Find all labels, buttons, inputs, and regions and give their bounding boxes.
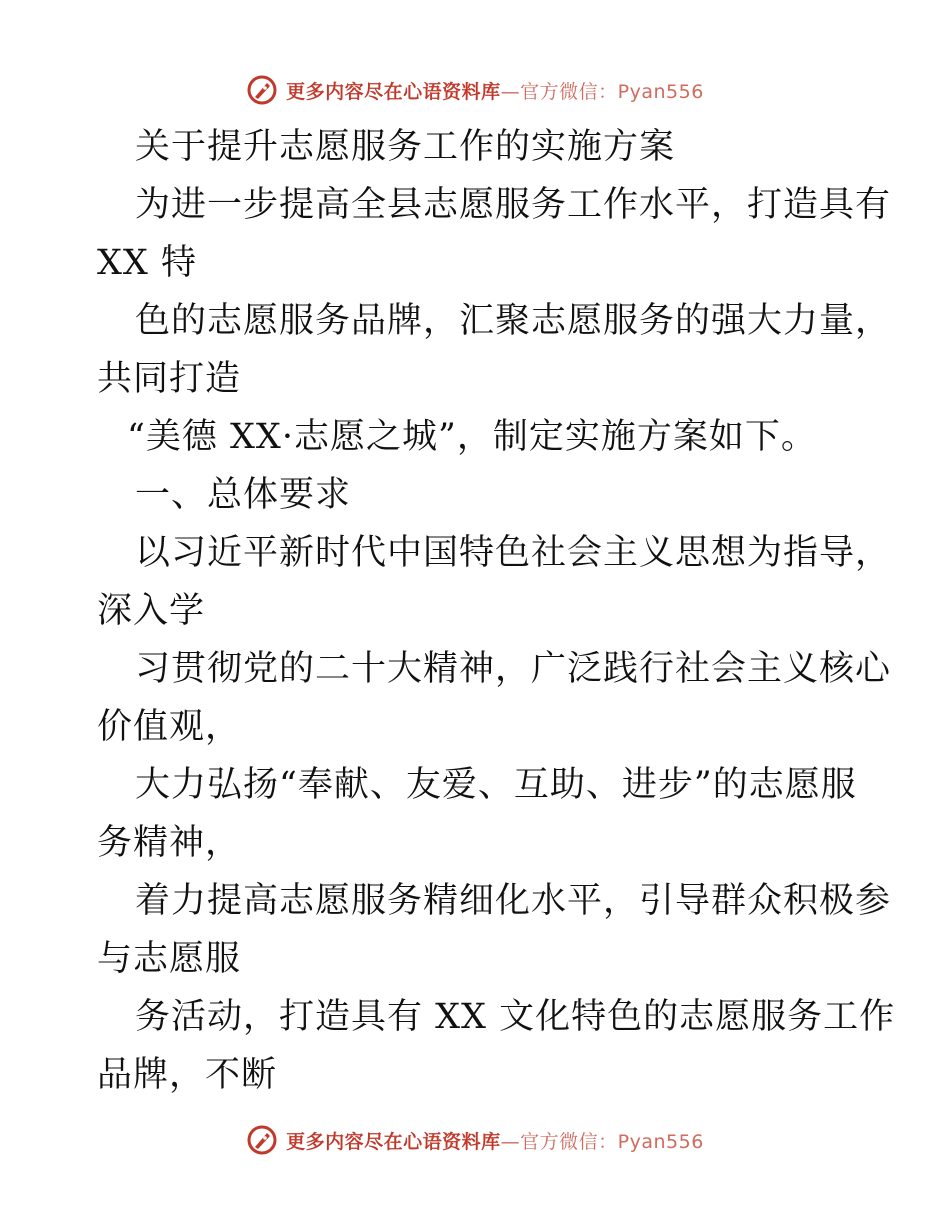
banner-text <box>286 1127 704 1154</box>
paragraph-line: 大力弘扬“奉献、友爱、互助、进步”的志愿服 <box>135 765 857 805</box>
banner-dash: — <box>500 1130 521 1153</box>
banner-dash: — <box>500 80 521 103</box>
paragraph-line: “美德 XX·志愿之城”，制定实施方案如下。 <box>127 417 817 457</box>
paragraph-line: 共同打造 <box>97 359 242 399</box>
paragraph-line: 着力提高志愿服务精细化水平，引导群众积极参 <box>135 881 892 921</box>
paragraph-line: 务精神， <box>97 823 242 863</box>
banner-site-name: 更多内容尽在心语资料库 <box>286 1130 501 1153</box>
paragraph-line: 务活动，打造具有 XX 文化特色的志愿服务工作 <box>135 997 896 1037</box>
paragraph-line: 为进一步提高全县志愿服务工作水平，打造具有 <box>135 185 892 225</box>
paragraph-line: 色的志愿服务品牌，汇聚志愿服务的强大力量， <box>135 301 892 341</box>
document-body <box>97 118 896 1104</box>
paragraph-line: 与志愿服 <box>97 939 242 979</box>
paragraph-line: 深入学 <box>97 591 206 631</box>
banner-site-name: 更多内容尽在心语资料库 <box>286 80 501 103</box>
banner-wechat: 官方微信：Pyan556 <box>520 80 704 103</box>
pen-nib-logo-icon <box>246 74 278 106</box>
document-title: 关于提升志愿服务工作的实施方案 <box>135 127 676 167</box>
banner-wechat: 官方微信：Pyan556 <box>520 1130 704 1153</box>
paragraph-line: 价值观， <box>97 707 242 747</box>
pen-nib-logo-icon <box>246 1124 278 1156</box>
banner-text <box>286 77 704 104</box>
header-banner <box>0 70 950 110</box>
footer-banner <box>0 1120 950 1160</box>
paragraph-line: 以习近平新时代中国特色社会主义思想为指导， <box>135 533 892 573</box>
section-heading: 一、总体要求 <box>135 475 352 515</box>
paragraph-line: 品牌，不断 <box>97 1055 278 1095</box>
paragraph-line: XX 特 <box>97 243 197 283</box>
paragraph-line: 习贯彻党的二十大精神，广泛践行社会主义核心 <box>135 649 892 689</box>
